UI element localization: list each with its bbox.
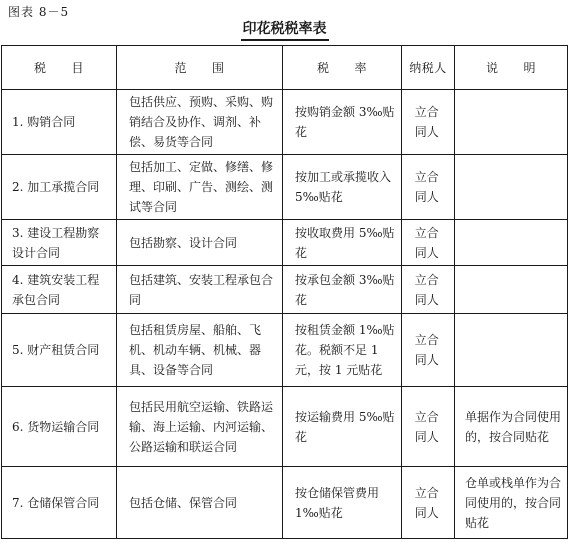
payer-text: 立合同人	[414, 272, 439, 307]
cell-scope: 包括供应、预购、采购、购销结合及协作、调剂、补偿、易货等合同	[117, 90, 283, 155]
cell-scope: 包括民用航空运输、铁路运输、海上运输、内河运输、公路运输和联运合同	[117, 387, 283, 467]
cell-payer	[402, 155, 455, 220]
cell-payer	[402, 467, 455, 539]
payer-text: 立合同人	[414, 170, 439, 204]
cell-scope: 包括租赁房屋、船舶、飞机、机动车辆、机械、器具、设备等合同	[117, 314, 283, 387]
cell-payer	[402, 387, 455, 467]
header-scope: 范 围	[117, 46, 283, 90]
cell-scope: 包括建筑、安装工程承包合同	[117, 266, 283, 314]
table-title	[0, 18, 569, 41]
cell-scope: 包括加工、定做、修缮、修理、印刷、广告、测绘、测试等合同	[117, 155, 283, 220]
cell-scope: 包括仓储、保管合同	[117, 467, 283, 539]
cell-item: 3. 建设工程勘察设计合同	[2, 220, 117, 266]
header-item: 税 目	[2, 46, 117, 90]
cell-payer	[402, 314, 455, 387]
payer-text: 立合同人	[414, 409, 439, 444]
header-rate: 税 率	[283, 46, 402, 90]
payer-text: 立合同人	[414, 105, 439, 139]
cell-rate: 按仓储保管费用 1‰贴花	[283, 467, 402, 539]
cell-item: 2. 加工承揽合同	[2, 155, 117, 220]
cell-rate: 按租赁金额 1‰贴花。税额不足 1 元，按 1 元贴花	[283, 314, 402, 387]
cell-scope: 包括勘察、设计合同	[117, 220, 283, 266]
cell-item: 5. 财产租赁合同	[2, 314, 117, 387]
cell-note	[455, 314, 568, 387]
header-note: 说 明	[455, 46, 568, 90]
cell-rate: 按收取费用 5‰贴花	[283, 220, 402, 266]
cell-payer	[402, 220, 455, 266]
table-row	[2, 387, 568, 467]
table-row	[2, 90, 568, 155]
cell-rate: 按加工或承揽收入 5‰贴花	[283, 155, 402, 220]
payer-text: 立合同人	[414, 225, 439, 260]
payer-text: 立合同人	[414, 485, 439, 520]
header-payer: 纳税人	[402, 46, 455, 90]
table-row	[2, 220, 568, 266]
cell-item: 6. 货物运输合同	[2, 387, 117, 467]
table-row	[2, 155, 568, 220]
payer-text: 立合同人	[414, 333, 439, 367]
cell-item: 7. 仓储保管合同	[2, 467, 117, 539]
tax-rate-table	[1, 45, 568, 539]
table-title-text: 印花税税率表	[241, 18, 329, 41]
table-row	[2, 467, 568, 539]
cell-rate: 按购销金额 3‰贴花	[283, 90, 402, 155]
cell-rate: 按承包金额 3‰贴花	[283, 266, 402, 314]
cell-note: 仓单或栈单作为合同使用的，按合同贴花	[455, 467, 568, 539]
cell-payer	[402, 90, 455, 155]
table-row	[2, 266, 568, 314]
cell-note	[455, 155, 568, 220]
figure-label: 图表 8－5	[8, 5, 70, 19]
cell-note	[455, 90, 568, 155]
cell-note	[455, 220, 568, 266]
cell-note: 单据作为合同使用的，按合同贴花	[455, 387, 568, 467]
cell-rate: 按运输费用 5‰贴花	[283, 387, 402, 467]
cell-item: 4. 建筑安装工程承包合同	[2, 266, 117, 314]
cell-item: 1. 购销合同	[2, 90, 117, 155]
cell-note	[455, 266, 568, 314]
cell-payer	[402, 266, 455, 314]
header-row	[2, 46, 568, 90]
table-row	[2, 314, 568, 387]
